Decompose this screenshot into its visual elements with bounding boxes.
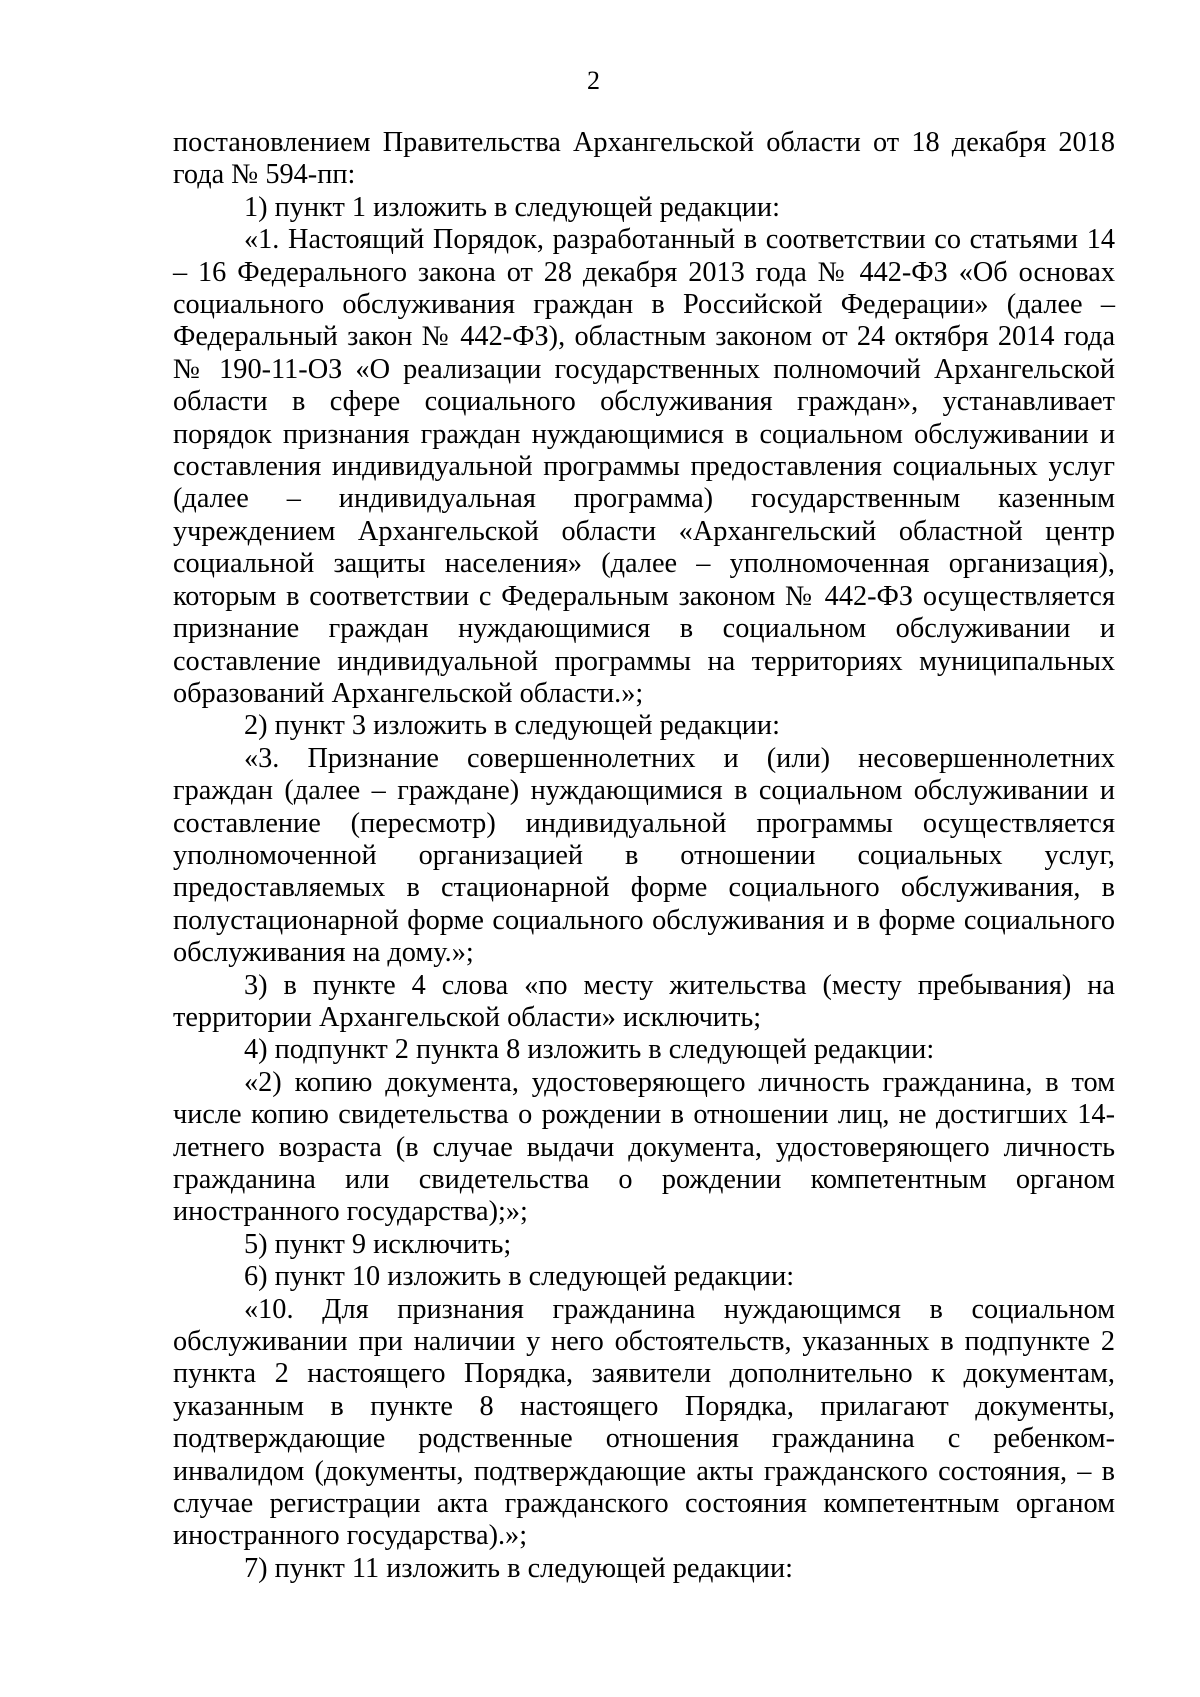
paragraph-item-2: 2) пункт 3 изложить в следующей редакции: <box>244 710 780 742</box>
paragraph-item-7: 7) пункт 11 изложить в следующей редакции: <box>244 1552 794 1584</box>
paragraph-quote-1: «1. Настоящий Порядок, разработанный в соответствии со статьями 14 – 16 Федерального закона от 28 декабря 2013 года № 442-ФЗ «Об основах социального обслуживания граждан в Российской Федерации» (далее – Федеральный закон № 442-ФЗ), областным законом от 24 октября 2014 года № 190-11-ОЗ «О реализации государственных полномочий Архангельской области в сфере социального обслуживания граждан», устанавливает порядок признания граждан нуждающимися в социальном обслуживании и составления индивидуальной программы предоставления социальных услуг (далее – индивидуальная программа) государственным казенным учреждением Архангельской области «Архангельский областной центр социальной защиты населения» (далее – уполномоченная организация), которым в соответствии с Федеральным законом № 442-ФЗ осуществляется признание граждан нуждающимися в социальном обслуживании и составление индивидуальной программы на территориях муниципальных образований Архангельской области.»; <box>173 224 1115 709</box>
paragraph-item-4: 4) подпункт 2 пункта 8 изложить в следующей редакции: <box>244 1034 935 1066</box>
paragraph-item-3: 3) в пункте 4 слова «по месту жительства (месту пребывания) на территории Архангельской области» исключить; <box>173 969 1115 1033</box>
paragraph-quote-2: «2) копию документа, удостоверяющего личность гражданина, в том числе копию свидетельства о рождении в отношении лиц, не достигших 14-летнего возраста (в случае выдачи документа, удостоверяющего личность гражданина или свидетельства о рождении компетентным органом иностранного государства);»; <box>173 1066 1115 1228</box>
paragraph-item-6: 6) пункт 10 изложить в следующей редакции: <box>244 1261 795 1293</box>
page-number: 2 <box>587 66 600 95</box>
paragraph-item-5: 5) пункт 9 исключить; <box>244 1228 512 1260</box>
paragraph-continuation: постановлением Правительства Архангельской области от 18 декабря 2018 года № 594-пп: <box>173 127 1115 191</box>
paragraph-item-1: 1) пункт 1 изложить в следующей редакции: <box>244 191 780 223</box>
paragraph-quote-3: «3. Признание совершеннолетних и (или) несовершеннолетних граждан (далее – граждане) нуждающимися в социальном обслуживании и составление (пересмотр) индивидуальной программы осуществляется уполномоченной организацией в отношении социальных услуг, предоставляемых в стационарной форме социального обслуживания, в полустационарной форме социального обслуживания и в форме социального обслуживания на дому.»; <box>173 742 1115 969</box>
paragraph-quote-10: «10. Для признания гражданина нуждающимся в социальном обслуживании при наличии у него обстоятельств, указанных в подпункте 2 пункта 2 настоящего Порядка, заявители дополнительно к документам, указанным в пункте 8 настоящего Порядка, прилагают документы, подтверждающие родственные отношения гражданина с ребенком-инвалидом (документы, подтверждающие акты гражданского состояния, – в случае регистрации акта гражданского состояния компетентным органом иностранного государства).»; <box>173 1293 1115 1552</box>
document-body <box>173 127 1115 1585</box>
